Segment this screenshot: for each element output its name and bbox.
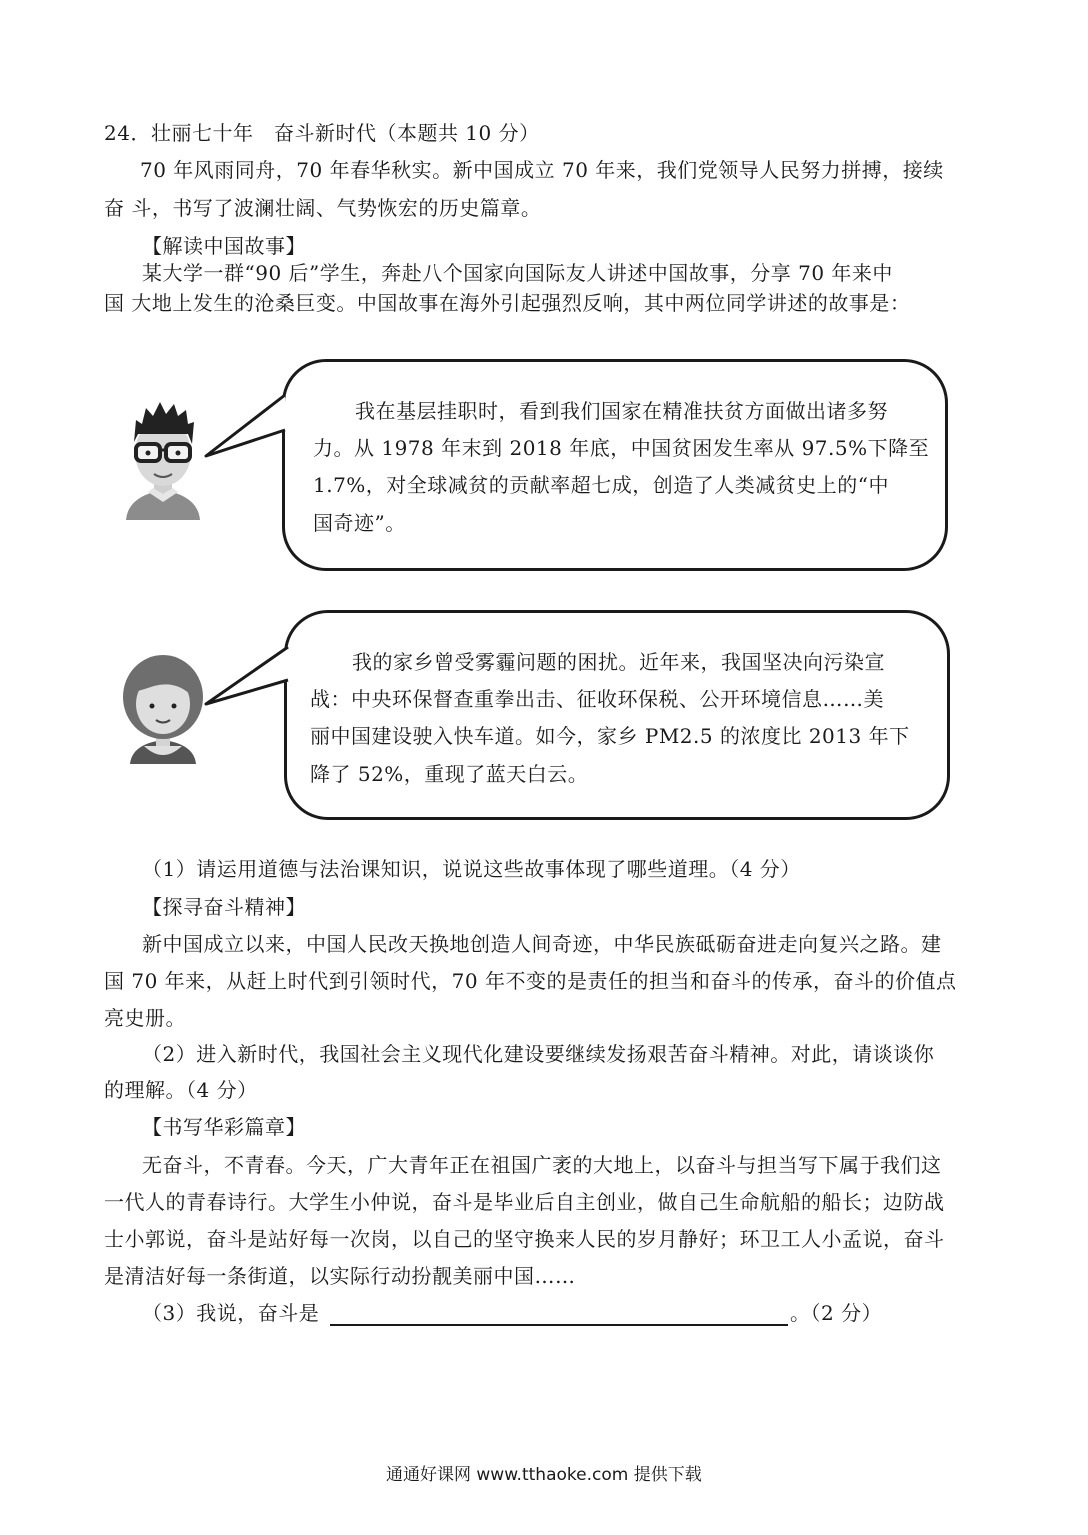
- bubble-1-line-1: 我在基层挂职时，看到我们国家在精准扶贫方面做出诸多努: [355, 399, 888, 423]
- section-heading-write: 【书写华彩篇章】: [142, 1115, 306, 1139]
- intro-line-2: 奋 斗，书写了波澜壮阔、气势恢宏的历史篇章。: [104, 196, 542, 220]
- question-3-suffix: 。（2 分）: [790, 1301, 883, 1325]
- section-2-line-1: 新中国成立以来，中国人民改天换地创造人间奇迹，中华民族砥砺奋进走向复兴之路。建: [142, 932, 942, 956]
- question-3-prefix: （3）我说，奋斗是: [142, 1301, 320, 1325]
- section-heading-explore: 【探寻奋斗精神】: [142, 895, 306, 919]
- bubble-2-line-2: 战：中央环保督查重拳出击、征收环保税、公开环境信息……美: [310, 687, 884, 711]
- bubble-1-line-4: 国奇迹”。: [313, 511, 406, 535]
- section-1-line-2: 国 大地上发生的沧桑巨变。中国故事在海外引起强烈反响，其中两位同学讲述的故事是：: [104, 291, 911, 315]
- speech-bubble-1-tail: [200, 390, 290, 470]
- question-1: （1）请运用道德与法治课知识，说说这些故事体现了哪些道理。（4 分）: [142, 857, 801, 881]
- question-2-line-2: 的理解。（4 分）: [104, 1078, 258, 1102]
- speech-bubble-2-tail: [200, 642, 292, 714]
- section-3-line-2: 一代人的青春诗行。大学生小仲说，奋斗是毕业后自主创业，做自己生命航船的船长；边防战: [104, 1190, 945, 1214]
- bubble-1-line-3: 1.7%，对全球减贫的贡献率超七成，创造了人类减贫史上的“中: [313, 473, 890, 497]
- section-3-line-4: 是清洁好每一条街道，以实际行动扮靓美丽中国……: [104, 1264, 576, 1288]
- section-3-line-3: 士小郭说，奋斗是站好每一次岗，以自己的坚守换来人民的岁月静好；环卫工人小孟说，奋斗: [104, 1227, 945, 1251]
- section-3-line-1: 无奋斗，不青春。今天，广大青年正在祖国广袤的大地上，以奋斗与担当写下属于我们这: [142, 1153, 942, 1177]
- footer-source: 通通好课网 www.tthaoke.com 提供下载: [386, 1465, 702, 1485]
- bubble-2-line-3: 丽中国建设驶入快车道。如今，家乡 PM2.5 的浓度比 2013 年下: [310, 724, 910, 748]
- question-title: 24．壮丽七十年 奋斗新时代（本题共 10 分）: [104, 121, 540, 145]
- bubble-2-line-1: 我的家乡曾受雾霾问题的困扰。近年来，我国坚决向污染宣: [352, 650, 885, 674]
- question-2-line-1: （2）进入新时代，我国社会主义现代化建设要继续发扬艰苦奋斗精神。对此，请谈谈你: [142, 1042, 935, 1066]
- intro-line-1: 70 年风雨同舟，70 年春华秋实。新中国成立 70 年来，我们党领导人民努力拼搏，接续: [140, 158, 944, 182]
- section-2-line-2: 国 70 年来，从赶上时代到引领时代，70 年不变的是责任的担当和奋斗的传承，奋斗的价值点: [104, 969, 957, 993]
- bubble-1-line-2: 力。从 1978 年末到 2018 年底，中国贫困发生率从 97.5%下降至: [313, 436, 930, 460]
- female-student-avatar: [118, 652, 208, 764]
- section-2-line-3: 亮史册。: [104, 1006, 186, 1030]
- answer-blank[interactable]: [330, 1324, 788, 1326]
- section-heading-interpret: 【解读中国故事】: [142, 234, 306, 258]
- section-1-line-1: 某大学一群“90 后”学生，奔赴八个国家向国际友人讲述中国故事，分享 70 年来中: [142, 261, 893, 285]
- male-student-avatar: [118, 398, 208, 520]
- bubble-2-line-4: 降了 52%，重现了蓝天白云。: [310, 762, 589, 786]
